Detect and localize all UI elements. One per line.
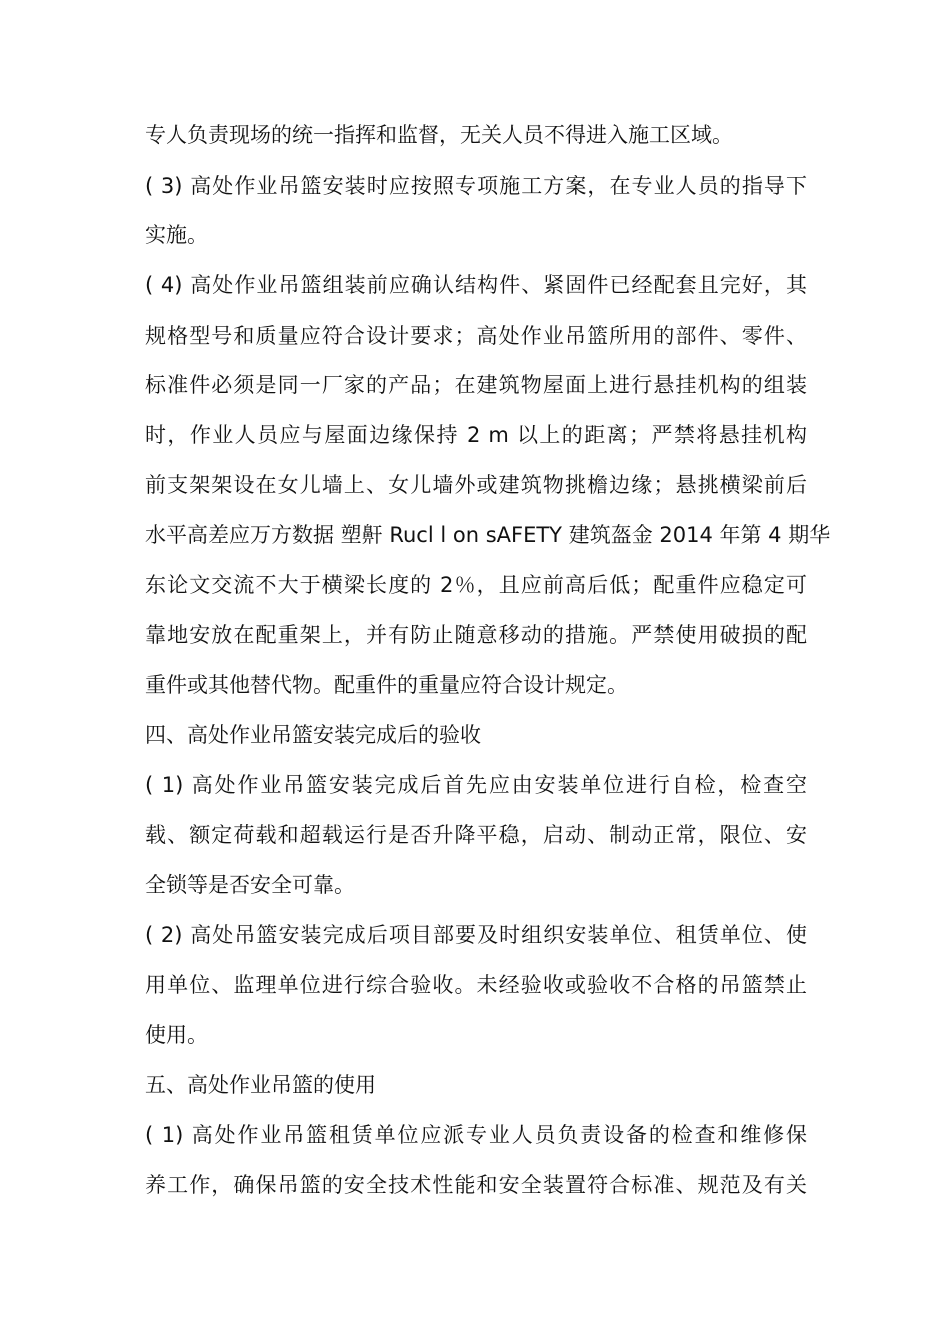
text-line-12: 重件或其他替代物。配重件的重量应符合设计规定。 bbox=[145, 673, 628, 697]
text-line-5: 规格型号和质量应符合设计要求；高处作业吊篮所用的部件、零件、 bbox=[145, 324, 807, 348]
text-line-11: 靠地安放在配重架上，并有防止随意移动的措施。严禁使用破损的配 bbox=[145, 623, 807, 647]
text-line-15: 载、额定荷载和超载运行是否升降平稳，启动、制动正常，限位、安 bbox=[145, 823, 807, 847]
text-line-14: ( 1) 高处作业吊篮安装完成后首先应由安装单位进行自检，检查空 bbox=[145, 773, 807, 797]
text-line-3: 实施。 bbox=[145, 223, 208, 247]
text-line-19: 使用。 bbox=[145, 1023, 208, 1047]
text-line-1: 专人负责现场的统一指挥和监督，无关人员不得进入施工区域。 bbox=[145, 123, 733, 147]
text-line-17: ( 2) 高处吊篮安装完成后项目部要及时组织安装单位、租赁单位、使 bbox=[145, 923, 807, 947]
text-line-10: 东论文交流不大于横梁长度的 2％，且应前高后低；配重件应稳定可 bbox=[145, 573, 807, 597]
text-line-2: ( 3) 高处作业吊篮安装时应按照专项施工方案，在专业人员的指导下 bbox=[145, 174, 807, 198]
text-line-6: 标准件必须是同一厂家的产品；在建筑物屋面上进行悬挂机构的组装 bbox=[145, 373, 807, 397]
section-heading-5: 五、高处作业吊篮的使用 bbox=[145, 1073, 376, 1097]
text-line-18: 用单位、监理单位进行综合验收。未经验收或验收不合格的吊篮禁止 bbox=[145, 973, 807, 997]
text-line-4: ( 4) 高处作业吊篮组装前应确认结构件、紧固件已经配套且完好，其 bbox=[145, 273, 807, 297]
text-line-21: ( 1) 高处作业吊篮租赁单位应派专业人员负责设备的检查和维修保 bbox=[145, 1123, 807, 1147]
text-line-22: 养工作，确保吊篮的安全技术性能和安全装置符合标准、规范及有关 bbox=[145, 1173, 807, 1197]
section-heading-4: 四、高处作业吊篮安装完成后的验收 bbox=[145, 723, 481, 747]
text-line-7: 时，作业人员应与屋面边缘保持 2 m 以上的距离；严禁将悬挂机构 bbox=[145, 423, 807, 447]
text-line-9: 水平高差应万方数据 塑鼾 Rucl l on sAFETY 建筑盔金 2014 年第 4 期华 bbox=[145, 523, 831, 547]
text-line-8: 前支架架设在女儿墙上、女儿墙外或建筑物挑檐边缘；悬挑横梁前后 bbox=[145, 473, 807, 497]
text-line-16: 全锁等是否安全可靠。 bbox=[145, 873, 355, 897]
